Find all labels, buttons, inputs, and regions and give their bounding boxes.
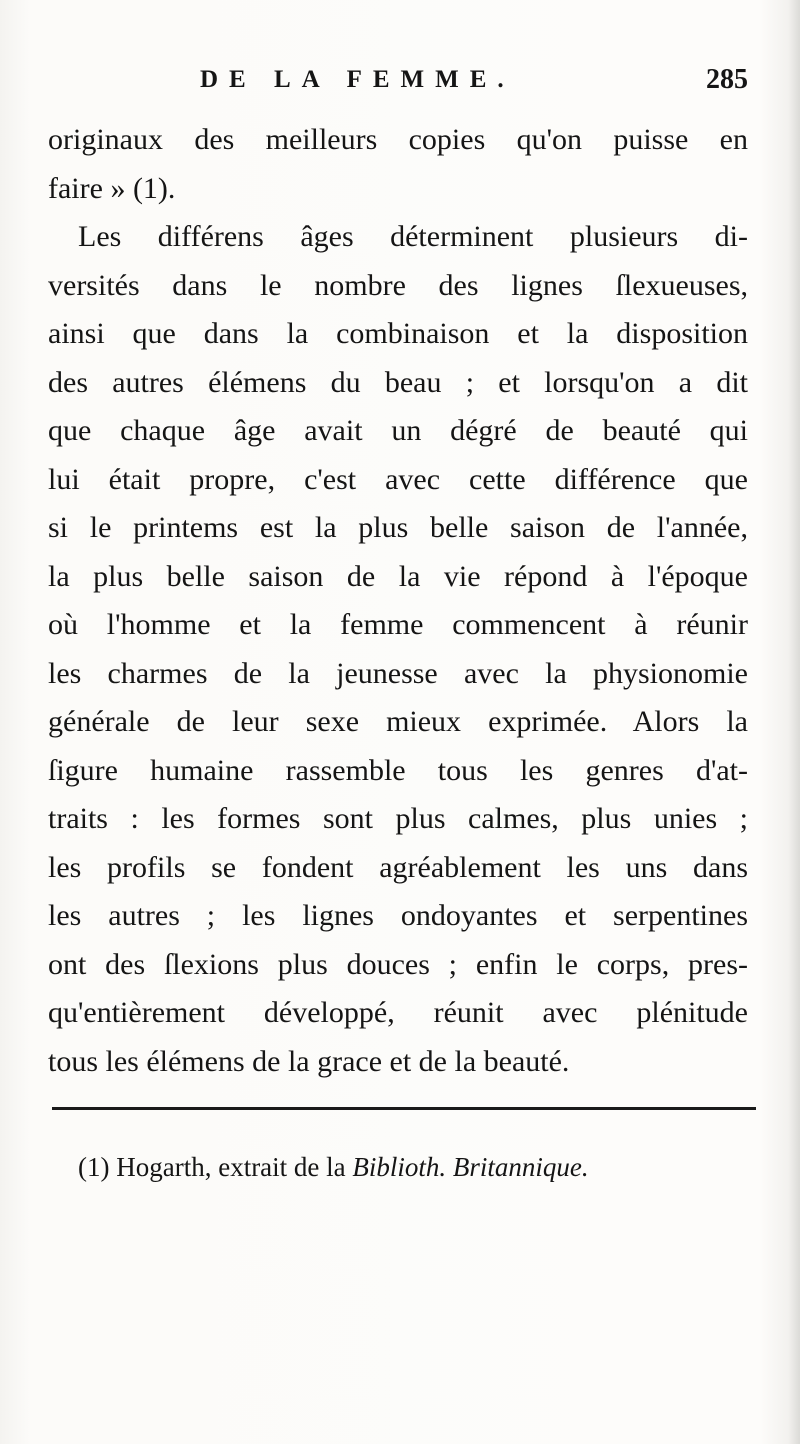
running-head: DE LA FEMME. [200, 66, 515, 93]
page-number: 285 [706, 64, 748, 95]
text-line: tous les élémens de la grace et de la beauté. [48, 1044, 570, 1078]
footnote [78, 1152, 768, 1183]
text-line: ſigure humaine rassemble tous les genres d'at- [48, 753, 748, 787]
page-edge-shadow [788, 0, 800, 1444]
text-line: versités dans le nombre des lignes ſlexueuses, [48, 268, 748, 302]
text-line: que chaque âge avait un dégré de beauté qui [48, 414, 748, 447]
text-line: originaux des meilleurs copies qu'on puisse en [48, 123, 748, 156]
text-line: la plus belle saison de la vie répond à l'époque [48, 559, 748, 593]
text-line: ainsi que dans la combinaison et la disposition [48, 317, 748, 350]
text-line: où l'homme et la femme commencent à réunir [48, 608, 748, 641]
text-line: les charmes de la jeunesse avec la physionomie [48, 656, 748, 690]
footnote-marker: (1) [78, 1152, 110, 1182]
body-text [48, 116, 748, 1086]
text-line: qu'entièrement développé, réunit avec plénitude [48, 996, 748, 1029]
text-line: des autres élémens du beau ; et lorsqu'on a dit [48, 365, 748, 399]
text-line: les profils se fondent agréablement les uns dans [48, 850, 748, 884]
text-line: les autres ; les lignes ondoyantes et serpentines [48, 899, 748, 932]
text-line: générale de leur sexe mieux exprimée. Alors la [48, 705, 748, 738]
footnote-rule [52, 1107, 756, 1110]
footnote-text: Hogarth, extrait de la [116, 1152, 346, 1182]
footnote-italic-title: Biblioth. Britannique. [352, 1152, 589, 1182]
text-line: lui était propre, c'est avec cette différence que [48, 462, 748, 496]
text-line: Les différens âges déterminent plusieurs di- [78, 220, 748, 253]
text-line: faire » (1). [48, 171, 176, 205]
page-header [48, 66, 748, 106]
text-line: ont des ſlexions plus douces ; enfin le corps, pres- [48, 947, 748, 981]
text-line: si le printems est la plus belle saison de l'année, [48, 511, 748, 544]
text-line: traits : les formes sont plus calmes, plus unies ; [48, 802, 748, 835]
